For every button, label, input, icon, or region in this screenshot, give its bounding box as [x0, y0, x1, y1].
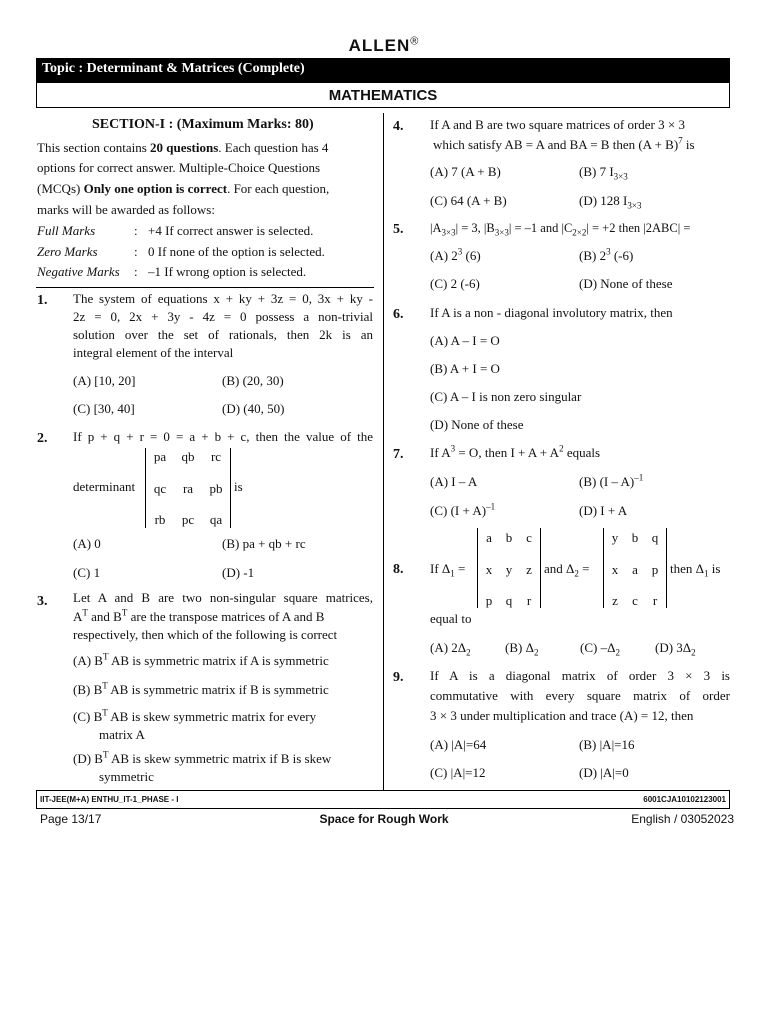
- det-cell: r: [526, 593, 532, 608]
- option-d-continued: symmetric: [99, 769, 154, 784]
- column-divider: [383, 113, 384, 790]
- option-b[interactable]: (B) 7 $I_{3\times 3}$: [579, 164, 628, 182]
- option-b[interactable]: (B) (I – A)$^{-1}$: [579, 472, 644, 489]
- question-text: 3 × 3 under multiplication and trace (A) = 12, then: [430, 708, 694, 723]
- option-b[interactable]: (B) $B^T$ AB is symmetric matrix if B is symmetric: [73, 680, 329, 697]
- option-a[interactable]: (A) 0: [73, 536, 101, 551]
- question-text: If A is a diagonal matrix of order 3 × 3 is: [430, 668, 730, 683]
- question-number: 8.: [393, 562, 404, 577]
- det-cell: c: [632, 593, 638, 608]
- question-text: is: [234, 479, 243, 494]
- det-cell: q: [651, 530, 659, 545]
- option-b[interactable]: (B) |A|=16: [579, 737, 635, 752]
- det-cell: pa: [153, 449, 167, 464]
- question-text: respectively, then which of the following is correct: [73, 627, 338, 642]
- det-cell: b: [505, 530, 513, 545]
- question-text: The system of equations x + ky + 3z = 0, 3x + ky -: [73, 291, 373, 306]
- question-text: 2z = 0, 2x + 3y - 4z = 0 possess a non-trivial: [73, 309, 373, 324]
- marking-label: Negative Marks: [37, 264, 120, 279]
- option-a[interactable]: (A) I – A: [430, 474, 478, 489]
- option-c[interactable]: (C) [30, 40]: [73, 401, 135, 416]
- option-b[interactable]: (B) A + I = O: [430, 361, 500, 376]
- det-cell: p: [651, 562, 659, 577]
- det-cell: rc: [210, 449, 222, 464]
- marking-sep: :: [134, 223, 138, 238]
- subject-title: MATHEMATICS: [36, 82, 730, 108]
- marking-label: Full Marks: [37, 223, 96, 238]
- option-c[interactable]: (C) 1: [73, 565, 101, 580]
- section-intro-line: options for correct answer. Multiple-Choice Questions: [37, 160, 321, 175]
- marking-text: –1 If wrong option is selected.: [148, 264, 307, 279]
- question-text: which satisfy AB = A and BA = B then $(A + B)^7$ is: [433, 135, 695, 152]
- option-b[interactable]: (B) (20, 30): [222, 373, 284, 388]
- question-text: integral element of the interval: [73, 345, 234, 360]
- section-intro-line: This section contains 20 questions. Each question has 4: [37, 140, 329, 155]
- det-cell: r: [652, 593, 658, 608]
- option-d[interactable]: (D) $B^T$ AB is skew symmetric matrix if B is skew: [73, 749, 332, 766]
- option-a[interactable]: (A) 7 (A + B): [430, 164, 501, 179]
- question-text: and $\Delta_2$ =: [544, 561, 590, 579]
- question-text: commutative with every square matrix of order: [430, 688, 730, 703]
- det-cell: pc: [181, 512, 195, 527]
- option-d[interactable]: (D) None of these: [430, 417, 524, 432]
- det-cell: q: [505, 593, 513, 608]
- question-number: 6.: [393, 307, 404, 322]
- marking-sep: :: [134, 264, 138, 279]
- language-date: English / 03052023: [631, 812, 734, 826]
- option-c-continued: matrix A: [99, 727, 145, 742]
- option-c[interactable]: (C) A – I is non zero singular: [430, 389, 582, 404]
- option-c[interactable]: (C) |A|=12: [430, 765, 486, 780]
- determinant-delta-2: [603, 528, 667, 608]
- section-intro-line: (MCQs) Only one option is correct. For each question,: [37, 181, 330, 196]
- question-text: If A and B are two square matrices of order 3 × 3: [430, 117, 685, 132]
- section-divider: [36, 287, 374, 288]
- question-text: $|A_{3\times 3}| = 3$, $|B_{3\times 3}| = -1$ and $|C_{2\times 2}| = +2$ then |2ABC| =: [430, 221, 691, 238]
- question-number: 1.: [37, 293, 48, 308]
- footer-code-bar: [36, 790, 730, 809]
- det-cell: x: [611, 562, 619, 577]
- question-number: 9.: [393, 670, 404, 685]
- option-b[interactable]: (B) $2^3$ (-6): [579, 246, 634, 263]
- question-text: equal to: [430, 611, 472, 626]
- rough-work-label: Space for Rough Work: [319, 812, 449, 826]
- option-c[interactable]: (C) $B^T$ AB is skew symmetric matrix for every: [73, 707, 317, 724]
- question-text: then $\Delta_1$ is: [670, 561, 721, 579]
- marking-label: Zero Marks: [37, 244, 98, 259]
- det-cell: qb: [181, 449, 195, 464]
- section-title: SECTION-I : (Maximum Marks: 80): [92, 117, 314, 132]
- det-cell: b: [631, 530, 639, 545]
- marking-text: +4 If correct answer is selected.: [148, 223, 314, 238]
- question-number: 7.: [393, 447, 404, 462]
- option-c[interactable]: (C) 64 (A + B): [430, 193, 507, 208]
- footer-exam-code: IIT-JEE(M+A) ENTHU_IT-1_PHASE - I: [40, 795, 179, 804]
- det-cell: pb: [209, 481, 223, 496]
- option-d[interactable]: (D) I + A: [579, 503, 628, 518]
- question-text: If p + q + r = 0 = a + b + c, then the value of the: [73, 429, 373, 444]
- option-d[interactable]: (D) None of these: [579, 276, 673, 291]
- question-text: solution over the set of rationals, then 2k is an: [73, 327, 373, 342]
- page-number: Page 13/17: [40, 812, 102, 826]
- footer-paper-code: 6001CJA10102123001: [643, 795, 726, 804]
- det-cell: rb: [154, 512, 166, 527]
- question-text: If $A^3 = O$, then $I + A + A^2$ equals: [430, 443, 601, 460]
- marking-sep: :: [134, 244, 138, 259]
- question-text: If A is a non - diagonal involutory matrix, then: [430, 305, 673, 320]
- question-text: determinant: [73, 479, 136, 494]
- det-cell: qc: [153, 481, 167, 496]
- det-cell: z: [526, 562, 532, 577]
- det-cell: y: [505, 562, 513, 577]
- det-cell: ra: [182, 481, 194, 496]
- det-cell: z: [612, 593, 618, 608]
- option-c[interactable]: (C) 2 (-6): [430, 276, 480, 291]
- marking-text: 0 If none of the option is selected.: [148, 244, 325, 259]
- det-cell: y: [611, 530, 619, 545]
- question-number: 2.: [37, 431, 48, 446]
- option-b[interactable]: (B) $\Delta_2$: [505, 640, 539, 658]
- det-cell: a: [632, 562, 638, 577]
- option-d[interactable]: (D) |A|=0: [579, 765, 629, 780]
- determinant: [145, 448, 231, 528]
- topic-bar: Topic : Determinant & Matrices (Complete): [36, 58, 730, 82]
- option-d[interactable]: (D) $3\Delta_2$: [655, 640, 696, 658]
- option-d[interactable]: (D) (40, 50): [222, 401, 285, 416]
- option-d[interactable]: (D) -1: [222, 565, 255, 580]
- question-text: If $\Delta_1$ =: [430, 561, 466, 579]
- det-cell: c: [526, 530, 532, 545]
- option-a[interactable]: (A) $B^T$ AB is symmetric matrix if A is symmetric: [73, 651, 329, 668]
- question-number: 5.: [393, 222, 404, 237]
- question-text: $A^T$ and $B^T$ are the transpose matrices of A and B: [73, 607, 325, 624]
- determinant-delta-1: [477, 528, 541, 608]
- question-number: 4.: [393, 119, 404, 134]
- det-cell: p: [485, 593, 493, 608]
- det-cell: a: [486, 530, 492, 545]
- question-text: Let A and B are two non-singular square matrices,: [73, 590, 373, 605]
- option-d[interactable]: (D) 128 $I_{3\times 3}$: [579, 193, 642, 211]
- option-c[interactable]: (C) $(I + A)^{-1}$: [430, 501, 496, 518]
- option-c[interactable]: (C) $-\Delta_2$: [580, 640, 620, 658]
- option-a[interactable]: (A) $2^3$ (6): [430, 246, 481, 263]
- option-a[interactable]: (A) [10, 20]: [73, 373, 136, 388]
- option-a[interactable]: (A) A – I = O: [430, 333, 500, 348]
- option-a[interactable]: (A) |A|=64: [430, 737, 487, 752]
- brand-logo: ALLEN®: [348, 35, 420, 55]
- det-cell: x: [485, 562, 493, 577]
- question-number: 3.: [37, 594, 48, 609]
- section-intro-line: marks will be awarded as follows:: [37, 202, 215, 217]
- option-a[interactable]: (A) $2\Delta_2$: [430, 640, 471, 658]
- option-b[interactable]: (B) pa + qb + rc: [222, 536, 306, 551]
- det-cell: qa: [209, 512, 223, 527]
